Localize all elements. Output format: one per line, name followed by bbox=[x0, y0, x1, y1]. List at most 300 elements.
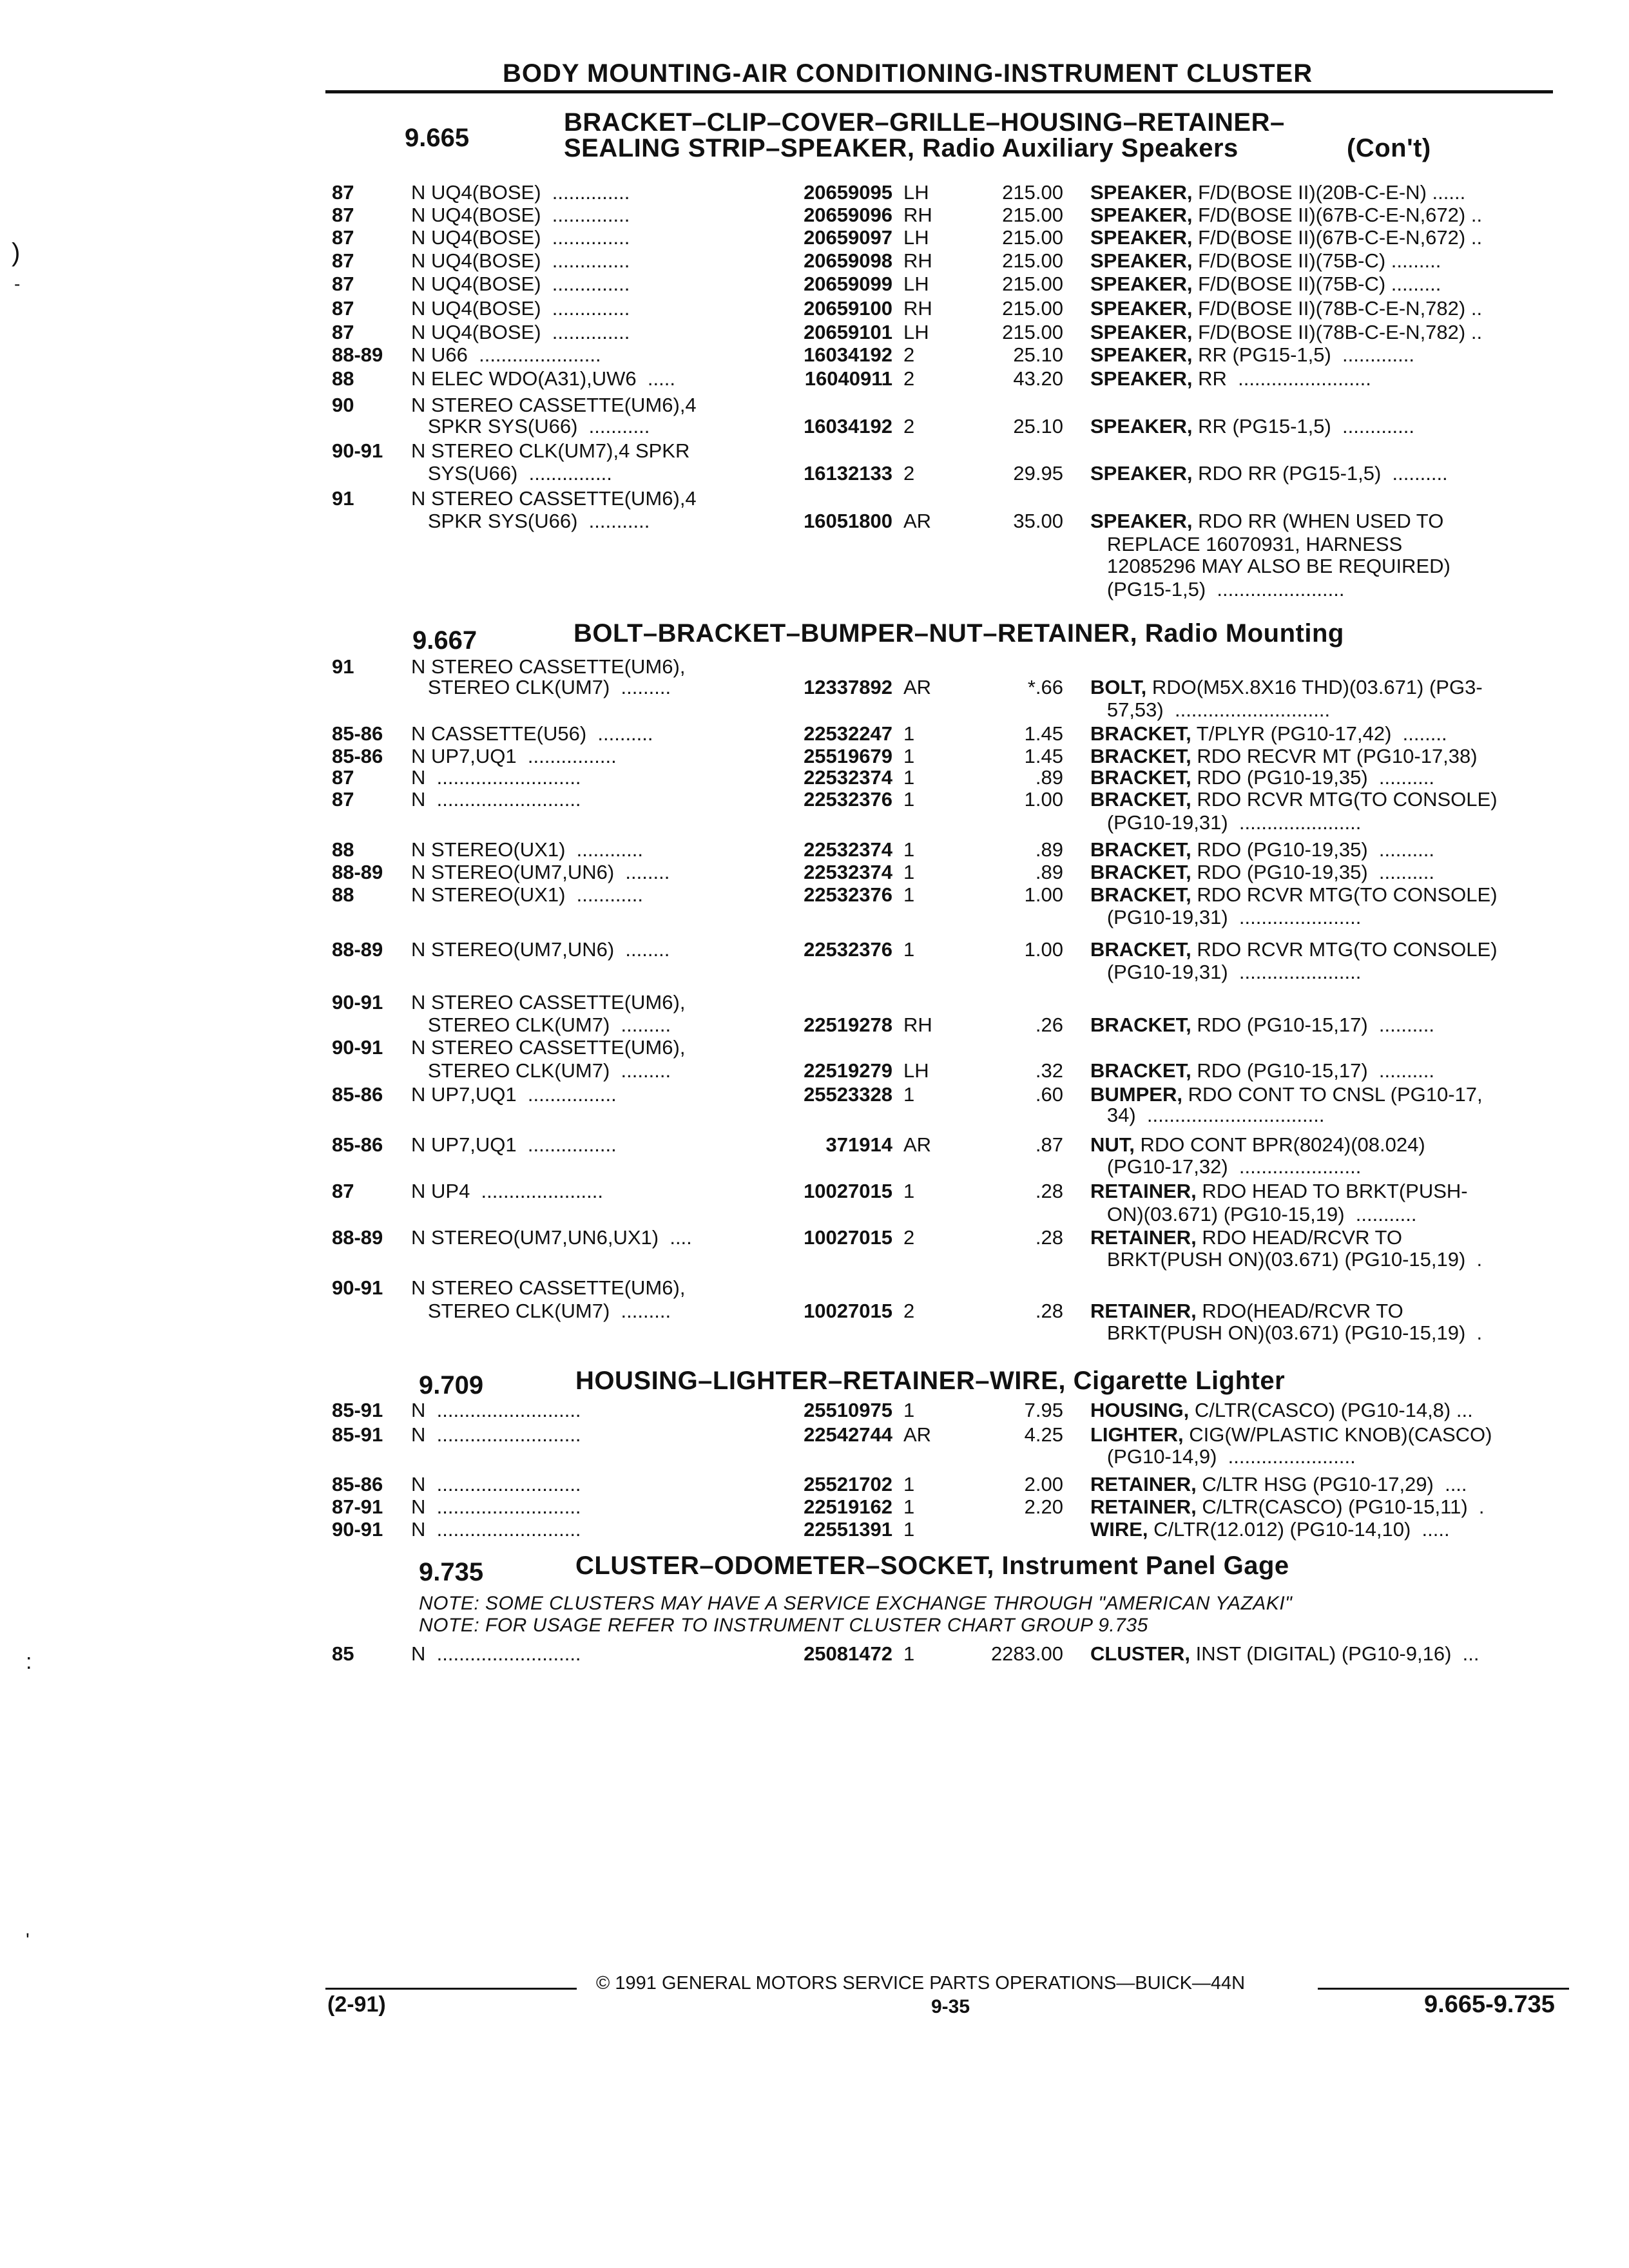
description-text: RDO CONT BPR(8024)(08.024) bbox=[1134, 1133, 1425, 1156]
table-row bbox=[0, 1247, 1629, 1273]
quantity-cell: 1 bbox=[903, 1495, 915, 1518]
year-cell: 85-86 bbox=[332, 1473, 383, 1495]
table-row bbox=[0, 1445, 1629, 1470]
part-number-cell: 10027015 bbox=[804, 1180, 892, 1202]
year-cell: 87 bbox=[332, 297, 354, 320]
price-cell: 215.00 bbox=[1002, 204, 1063, 226]
table-row bbox=[0, 343, 1629, 369]
description-cell bbox=[1090, 343, 1414, 367]
description-cell bbox=[1090, 180, 1465, 205]
description-keyword: BRACKET, bbox=[1090, 883, 1191, 906]
description-text: 57,53) ............................ bbox=[1090, 698, 1331, 721]
quantity-cell: LH bbox=[903, 181, 929, 204]
year-cell: 90-91 bbox=[332, 1276, 383, 1299]
part-number-cell: 22532247 bbox=[804, 722, 892, 745]
usage-cell: N STEREO CASSETTE(UM6), bbox=[411, 1276, 686, 1299]
quantity-cell: RH bbox=[903, 1014, 932, 1036]
header-rule bbox=[325, 90, 1553, 93]
quantity-cell: 1 bbox=[903, 766, 915, 789]
description-text: F/D(BOSE II)(67B-C-E-N,672) .. bbox=[1192, 204, 1483, 226]
description-cell bbox=[1090, 1179, 1468, 1204]
part-number-cell: 10027015 bbox=[804, 1226, 892, 1249]
quantity-cell: AR bbox=[903, 510, 932, 532]
year-cell: 88-89 bbox=[332, 1226, 383, 1249]
usage-cell: N STEREO(UM7,UN6,UX1) .... bbox=[411, 1226, 692, 1249]
description-text: (PG10-19,31) ...................... bbox=[1090, 961, 1362, 983]
footer-group-range: 9.665-9.735 bbox=[1424, 1991, 1555, 2018]
part-number-cell: 22532374 bbox=[804, 766, 892, 789]
quantity-cell: 1 bbox=[903, 1180, 915, 1202]
table-row bbox=[0, 1103, 1629, 1129]
description-cell bbox=[1090, 787, 1498, 812]
usage-cell: N UQ4(BOSE) .............. bbox=[411, 297, 630, 320]
price-cell: 43.20 bbox=[1013, 367, 1063, 390]
year-cell: 87 bbox=[332, 273, 354, 295]
description-keyword: SPEAKER, bbox=[1090, 415, 1193, 437]
price-cell: 215.00 bbox=[1002, 273, 1063, 295]
table-row bbox=[0, 1155, 1629, 1180]
table-row bbox=[0, 883, 1629, 908]
year-cell: 85-86 bbox=[332, 745, 383, 767]
part-number-cell: 25081472 bbox=[804, 1642, 892, 1665]
description-cell bbox=[1090, 811, 1361, 835]
year-cell: 85-86 bbox=[332, 1133, 383, 1156]
part-number-cell: 22551391 bbox=[804, 1518, 892, 1541]
description-keyword: SPEAKER, bbox=[1090, 510, 1193, 532]
description-text: RDO RR (PG15-1,5) .......... bbox=[1192, 462, 1448, 485]
part-number-cell: 25523328 bbox=[804, 1083, 892, 1106]
part-number-cell: 22532374 bbox=[804, 838, 892, 861]
section-number: 9.735 bbox=[419, 1558, 484, 1586]
part-number-cell: 20659100 bbox=[804, 297, 892, 320]
description-keyword: SPEAKER, bbox=[1090, 297, 1193, 320]
table-row bbox=[0, 320, 1629, 346]
price-cell: 25.10 bbox=[1013, 343, 1063, 366]
section-title bbox=[575, 1552, 1289, 1580]
year-cell: 87 bbox=[332, 181, 354, 204]
price-cell: .32 bbox=[1035, 1059, 1063, 1082]
price-cell: .89 bbox=[1035, 838, 1063, 861]
part-number-cell: 16051800 bbox=[804, 510, 892, 532]
price-cell: 215.00 bbox=[1002, 321, 1063, 343]
table-row bbox=[0, 577, 1629, 603]
table-row bbox=[0, 1495, 1629, 1521]
quantity-cell: 2 bbox=[903, 462, 915, 485]
part-number-cell: 25521702 bbox=[804, 1473, 892, 1495]
usage-cell: STEREO CLK(UM7) ......... bbox=[411, 1059, 671, 1082]
year-cell: 91 bbox=[332, 655, 354, 678]
part-number-cell: 20659099 bbox=[804, 273, 892, 295]
year-cell: 88 bbox=[332, 367, 354, 390]
description-keyword: BRACKET, bbox=[1090, 722, 1191, 745]
usage-cell: N CASSETTE(U56) .......... bbox=[411, 722, 653, 745]
table-row bbox=[0, 203, 1629, 229]
description-cell bbox=[1090, 838, 1434, 862]
year-cell: 88-89 bbox=[332, 938, 383, 961]
quantity-cell: 2 bbox=[903, 343, 915, 366]
part-number-cell: 371914 bbox=[825, 1133, 892, 1156]
description-keyword: SPEAKER, bbox=[1090, 321, 1193, 343]
description-text: BRKT(PUSH ON)(03.671) (PG10-15,19) . bbox=[1090, 1321, 1483, 1344]
price-cell: *.66 bbox=[1027, 676, 1063, 698]
price-cell: 215.00 bbox=[1002, 226, 1063, 249]
description-keyword: BRACKET, bbox=[1090, 861, 1191, 883]
description-cell bbox=[1090, 296, 1482, 321]
section-title-line: BRACKET–CLIP–COVER–GRILLE–HOUSING–RETAINER– bbox=[564, 108, 1285, 137]
description-cell bbox=[1090, 1642, 1479, 1666]
description-cell bbox=[1090, 203, 1482, 227]
description-text: RR (PG15-1,5) ............. bbox=[1192, 343, 1415, 366]
description-cell bbox=[1090, 765, 1434, 790]
part-number-cell: 22542744 bbox=[804, 1423, 892, 1446]
description-text: RDO RCVR MTG(TO CONSOLE) bbox=[1191, 938, 1498, 961]
usage-cell: N STEREO(UM7,UN6) ........ bbox=[411, 861, 670, 883]
description-keyword: RETAINER, bbox=[1090, 1226, 1197, 1249]
description-keyword: HOUSING, bbox=[1090, 1399, 1190, 1421]
usage-cell: N .......................... bbox=[411, 1473, 581, 1495]
year-cell: 85-86 bbox=[332, 722, 383, 745]
table-row bbox=[0, 554, 1629, 580]
table-row bbox=[0, 838, 1629, 863]
part-number-cell: 25510975 bbox=[804, 1399, 892, 1421]
section-title-line: HOUSING–LIGHTER–RETAINER–WIRE, bbox=[575, 1367, 1066, 1395]
table-row bbox=[0, 296, 1629, 322]
description-keyword: SPEAKER, bbox=[1090, 226, 1193, 249]
quantity-cell: 1 bbox=[903, 1642, 915, 1665]
section-title bbox=[564, 108, 1285, 137]
table-row bbox=[0, 272, 1629, 298]
description-cell bbox=[1090, 883, 1498, 907]
quantity-cell: 2 bbox=[903, 415, 915, 437]
description-text: RDO(M5X.8X16 THD)(03.671) (PG3- bbox=[1146, 676, 1483, 698]
table-row bbox=[0, 1179, 1629, 1205]
usage-cell: STEREO CLK(UM7) ......... bbox=[411, 676, 671, 698]
year-cell: 87 bbox=[332, 321, 354, 343]
description-cell bbox=[1090, 1202, 1417, 1227]
year-cell: 87 bbox=[332, 226, 354, 249]
part-number-cell: 20659098 bbox=[804, 249, 892, 272]
usage-cell: N UP7,UQ1 ................ bbox=[411, 1083, 617, 1106]
usage-cell: N .......................... bbox=[411, 1423, 581, 1446]
quantity-cell: 1 bbox=[903, 1518, 915, 1541]
year-cell: 90-91 bbox=[332, 1518, 383, 1541]
price-cell: 2.20 bbox=[1024, 1495, 1063, 1518]
description-text: C/LTR(CASCO) (PG10-14,8) ... bbox=[1189, 1399, 1473, 1421]
description-text: F/D(BOSE II)(78B-C-E-N,782) .. bbox=[1192, 321, 1483, 343]
table-row bbox=[0, 249, 1629, 274]
price-cell: 1.00 bbox=[1024, 788, 1063, 811]
table-row bbox=[0, 414, 1629, 440]
price-cell: 35.00 bbox=[1013, 510, 1063, 532]
description-text: F/D(BOSE II)(78B-C-E-N,782) .. bbox=[1192, 297, 1483, 320]
description-text: RDO RR (WHEN USED TO bbox=[1192, 510, 1444, 532]
usage-cell: N UQ4(BOSE) .............. bbox=[411, 204, 630, 226]
price-cell: 215.00 bbox=[1002, 181, 1063, 204]
section-title bbox=[574, 619, 1344, 648]
part-number-cell: 22519278 bbox=[804, 1014, 892, 1036]
price-cell: 29.95 bbox=[1013, 462, 1063, 485]
description-keyword: BUMPER, bbox=[1090, 1083, 1182, 1106]
description-text: ON)(03.671) (PG10-15,19) ........... bbox=[1090, 1203, 1417, 1225]
description-cell bbox=[1090, 367, 1371, 391]
description-cell bbox=[1090, 960, 1361, 985]
description-keyword: RETAINER, bbox=[1090, 1473, 1197, 1495]
description-text: CIG(W/PLASTIC KNOB)(CASCO) bbox=[1183, 1423, 1492, 1446]
usage-cell: N STEREO(UX1) ............ bbox=[411, 883, 643, 906]
quantity-cell: 1 bbox=[903, 1083, 915, 1106]
quantity-cell: LH bbox=[903, 1059, 929, 1082]
usage-cell: N .......................... bbox=[411, 788, 581, 811]
table-row bbox=[0, 1321, 1629, 1347]
description-text: RR ........................ bbox=[1192, 367, 1371, 390]
section-title-line: CLUSTER–ODOMETER–SOCKET, bbox=[575, 1552, 994, 1580]
description-text: T/PLYR (PG10-17,42) ........ bbox=[1191, 722, 1447, 745]
footer-rule-left bbox=[325, 1988, 577, 1990]
description-cell bbox=[1090, 675, 1483, 700]
description-text: (PG10-19,31) ...................... bbox=[1090, 906, 1362, 928]
description-cell bbox=[1090, 1398, 1473, 1423]
part-number-cell: 20659095 bbox=[804, 181, 892, 204]
usage-cell: N UQ4(BOSE) .............. bbox=[411, 249, 630, 272]
description-text: (PG10-17,32) ...................... bbox=[1090, 1155, 1362, 1178]
description-cell bbox=[1090, 461, 1448, 486]
description-keyword: BRACKET, bbox=[1090, 838, 1191, 861]
price-cell: 215.00 bbox=[1002, 249, 1063, 272]
table-row bbox=[0, 1472, 1629, 1498]
table-row bbox=[0, 486, 1629, 512]
price-cell: .28 bbox=[1035, 1180, 1063, 1202]
description-keyword: WIRE, bbox=[1090, 1518, 1148, 1541]
usage-cell: N .......................... bbox=[411, 1495, 581, 1518]
description-text: RDO (PG10-19,35) .......... bbox=[1191, 766, 1435, 789]
description-keyword: RETAINER, bbox=[1090, 1495, 1197, 1518]
quantity-cell: LH bbox=[903, 226, 929, 249]
quantity-cell: 1 bbox=[903, 838, 915, 861]
price-cell: .28 bbox=[1035, 1300, 1063, 1322]
description-text: RDO (PG10-15,17) .......... bbox=[1191, 1059, 1435, 1082]
price-cell: .26 bbox=[1035, 1014, 1063, 1036]
description-cell bbox=[1090, 226, 1482, 250]
table-row bbox=[0, 1398, 1629, 1424]
quantity-cell: RH bbox=[903, 297, 932, 320]
table-row bbox=[0, 439, 1629, 465]
description-keyword: BRACKET, bbox=[1090, 938, 1191, 961]
year-cell: 87 bbox=[332, 249, 354, 272]
table-row bbox=[0, 180, 1629, 206]
price-cell: 4.25 bbox=[1024, 1423, 1063, 1446]
part-number-cell: 20659096 bbox=[804, 204, 892, 226]
usage-cell: N STEREO CLK(UM7),4 SPKR bbox=[411, 439, 690, 462]
section-title-line: BOLT–BRACKET–BUMPER–NUT–RETAINER, bbox=[574, 619, 1138, 648]
quantity-cell: RH bbox=[903, 249, 932, 272]
table-row bbox=[0, 960, 1629, 986]
description-text: RDO HEAD/RCVR TO bbox=[1196, 1226, 1402, 1249]
usage-cell: SYS(U66) ............... bbox=[411, 462, 612, 485]
description-text: 12085296 MAY ALSO BE REQUIRED) bbox=[1090, 555, 1451, 577]
year-cell: 88-89 bbox=[332, 861, 383, 883]
description-cell bbox=[1090, 1013, 1434, 1037]
description-keyword: SPEAKER, bbox=[1090, 181, 1193, 204]
part-number-cell: 22519279 bbox=[804, 1059, 892, 1082]
usage-cell: SPKR SYS(U66) ........... bbox=[411, 510, 650, 532]
table-row bbox=[0, 1013, 1629, 1039]
description-text: RDO (PG10-19,35) .......... bbox=[1191, 861, 1435, 883]
footer-copyright: © 1991 GENERAL MOTORS SERVICE PARTS OPERATIONS—BUICK—44N bbox=[596, 1973, 1246, 1994]
usage-cell: N STEREO CASSETTE(UM6), bbox=[411, 991, 686, 1014]
description-cell bbox=[1090, 532, 1402, 557]
description-text: 34) ................................ bbox=[1090, 1104, 1325, 1126]
description-cell bbox=[1090, 860, 1434, 885]
part-number-cell: 22532374 bbox=[804, 861, 892, 883]
table-row bbox=[0, 698, 1629, 724]
part-number-cell: 22532376 bbox=[804, 883, 892, 906]
description-cell bbox=[1090, 272, 1441, 296]
usage-cell: N UQ4(BOSE) .............. bbox=[411, 181, 630, 204]
quantity-cell: 2 bbox=[903, 1300, 915, 1322]
usage-cell: N UQ4(BOSE) .............. bbox=[411, 226, 630, 249]
quantity-cell: 1 bbox=[903, 722, 915, 745]
description-keyword: SPEAKER, bbox=[1090, 249, 1193, 272]
usage-cell: N .......................... bbox=[411, 1518, 581, 1541]
quantity-cell: 1 bbox=[903, 938, 915, 961]
description-text: C/LTR(CASCO) (PG10-15,11) . bbox=[1196, 1495, 1485, 1518]
usage-cell: N .......................... bbox=[411, 1642, 581, 1665]
usage-cell: N ELEC WDO(A31),UW6 ..... bbox=[411, 367, 675, 390]
description-cell bbox=[1090, 905, 1361, 930]
description-cell bbox=[1090, 1133, 1425, 1157]
table-row bbox=[0, 905, 1629, 931]
description-text: RDO RECVR MT (PG10-17,38) bbox=[1191, 745, 1478, 767]
part-number-cell: 20659097 bbox=[804, 226, 892, 249]
section-note: NOTE: SOME CLUSTERS MAY HAVE A SERVICE EXCHANGE THROUGH "AMERICAN YAZAKI" bbox=[419, 1593, 1293, 1614]
quantity-cell: 1 bbox=[903, 861, 915, 883]
scan-mark: : bbox=[26, 1649, 32, 1674]
description-text: BRKT(PUSH ON)(03.671) (PG10-15,19) . bbox=[1090, 1248, 1483, 1271]
part-number-cell: 16040911 bbox=[804, 367, 892, 390]
description-keyword: RETAINER, bbox=[1090, 1180, 1197, 1202]
price-cell: 1.00 bbox=[1024, 883, 1063, 906]
scan-mark: - bbox=[14, 274, 21, 294]
footer-rule-right bbox=[1318, 1988, 1569, 1990]
part-number-cell: 22532376 bbox=[804, 788, 892, 811]
description-keyword: SPEAKER, bbox=[1090, 343, 1193, 366]
description-text: RDO HEAD TO BRKT(PUSH- bbox=[1196, 1180, 1468, 1202]
usage-cell: N .......................... bbox=[411, 1399, 581, 1421]
part-number-cell: 25519679 bbox=[804, 745, 892, 767]
description-cell bbox=[1090, 1059, 1434, 1083]
price-cell: 215.00 bbox=[1002, 297, 1063, 320]
usage-cell: N STEREO CASSETTE(UM6),4 bbox=[411, 394, 697, 416]
description-keyword: LIGHTER, bbox=[1090, 1423, 1184, 1446]
part-number-cell: 10027015 bbox=[804, 1300, 892, 1322]
description-text: (PG10-14,9) ....................... bbox=[1090, 1445, 1356, 1468]
year-cell: 85-91 bbox=[332, 1399, 383, 1421]
description-keyword: BOLT, bbox=[1090, 676, 1147, 698]
usage-cell: N UP7,UQ1 ................ bbox=[411, 1133, 617, 1156]
price-cell: 1.45 bbox=[1024, 722, 1063, 745]
footer-page-number: 9-35 bbox=[931, 1996, 970, 2017]
description-cell bbox=[1090, 1495, 1485, 1519]
price-cell: 1.45 bbox=[1024, 745, 1063, 767]
description-cell bbox=[1090, 1225, 1402, 1250]
description-cell bbox=[1090, 937, 1498, 962]
section-subtitle: Cigarette Lighter bbox=[1073, 1367, 1286, 1395]
description-keyword: SPEAKER, bbox=[1090, 462, 1193, 485]
table-row bbox=[0, 1035, 1629, 1061]
description-cell bbox=[1090, 1517, 1450, 1542]
usage-cell: N STEREO CASSETTE(UM6),4 bbox=[411, 487, 697, 510]
description-text: F/D(BOSE II)(75B-C) ......... bbox=[1192, 273, 1441, 295]
footer-date: (2-91) bbox=[327, 1992, 386, 2017]
table-row bbox=[0, 1059, 1629, 1084]
part-number-cell: 16132133 bbox=[804, 462, 892, 485]
quantity-cell: 2 bbox=[903, 367, 915, 390]
table-row bbox=[0, 509, 1629, 535]
table-row bbox=[0, 226, 1629, 251]
description-keyword: SPEAKER, bbox=[1090, 367, 1193, 390]
usage-cell: N U66 ...................... bbox=[411, 343, 601, 366]
quantity-cell: 1 bbox=[903, 788, 915, 811]
description-keyword: NUT, bbox=[1090, 1133, 1135, 1156]
description-text: (PG10-19,31) ...................... bbox=[1090, 811, 1362, 834]
description-text: INST (DIGITAL) (PG10-9,16) ... bbox=[1190, 1642, 1480, 1665]
table-row bbox=[0, 367, 1629, 392]
table-row bbox=[0, 1642, 1629, 1667]
description-text: C/LTR(12.012) (PG10-14,10) ..... bbox=[1148, 1518, 1450, 1541]
year-cell: 85 bbox=[332, 1642, 354, 1665]
page-header: BODY MOUNTING-AIR CONDITIONING-INSTRUMENT CLUSTER bbox=[503, 59, 1313, 88]
section-note: NOTE: FOR USAGE REFER TO INSTRUMENT CLUSTER CHART GROUP 9.735 bbox=[419, 1615, 1148, 1636]
price-cell: 2.00 bbox=[1024, 1473, 1063, 1495]
usage-cell: N .......................... bbox=[411, 766, 581, 789]
quantity-cell: LH bbox=[903, 321, 929, 343]
description-text: RDO RCVR MTG(TO CONSOLE) bbox=[1191, 883, 1498, 906]
description-cell bbox=[1090, 249, 1441, 273]
part-number-cell: 16034192 bbox=[804, 415, 892, 437]
usage-cell: N STEREO CASSETTE(UM6), bbox=[411, 1036, 686, 1059]
table-row bbox=[0, 722, 1629, 747]
description-cell bbox=[1090, 1445, 1356, 1469]
price-cell: .89 bbox=[1035, 861, 1063, 883]
description-text: C/LTR HSG (PG10-17,29) .... bbox=[1196, 1473, 1467, 1495]
part-number-cell: 22532376 bbox=[804, 938, 892, 961]
quantity-cell: 2 bbox=[903, 1226, 915, 1249]
section-number: 9.667 bbox=[412, 626, 477, 655]
year-cell: 90-91 bbox=[332, 439, 383, 462]
year-cell: 90 bbox=[332, 394, 354, 416]
year-cell: 90-91 bbox=[332, 1036, 383, 1059]
year-cell: 87-91 bbox=[332, 1495, 383, 1518]
quantity-cell: AR bbox=[903, 1423, 932, 1446]
table-row bbox=[0, 990, 1629, 1016]
description-cell bbox=[1090, 1423, 1492, 1447]
table-row bbox=[0, 1276, 1629, 1302]
description-keyword: BRACKET, bbox=[1090, 788, 1191, 811]
description-cell bbox=[1090, 414, 1414, 439]
description-text: RDO RCVR MTG(TO CONSOLE) bbox=[1191, 788, 1498, 811]
year-cell: 90-91 bbox=[332, 991, 383, 1014]
table-row bbox=[0, 461, 1629, 487]
description-cell bbox=[1090, 698, 1330, 722]
year-cell: 85-86 bbox=[332, 1083, 383, 1106]
quantity-cell: 1 bbox=[903, 1399, 915, 1421]
year-cell: 88 bbox=[332, 838, 354, 861]
part-number-cell: 22519162 bbox=[804, 1495, 892, 1518]
quantity-cell: LH bbox=[903, 273, 929, 295]
scan-mark: ' bbox=[26, 1930, 30, 1951]
scan-mark: ) bbox=[12, 238, 21, 267]
section-number: 9.665 bbox=[405, 124, 470, 152]
